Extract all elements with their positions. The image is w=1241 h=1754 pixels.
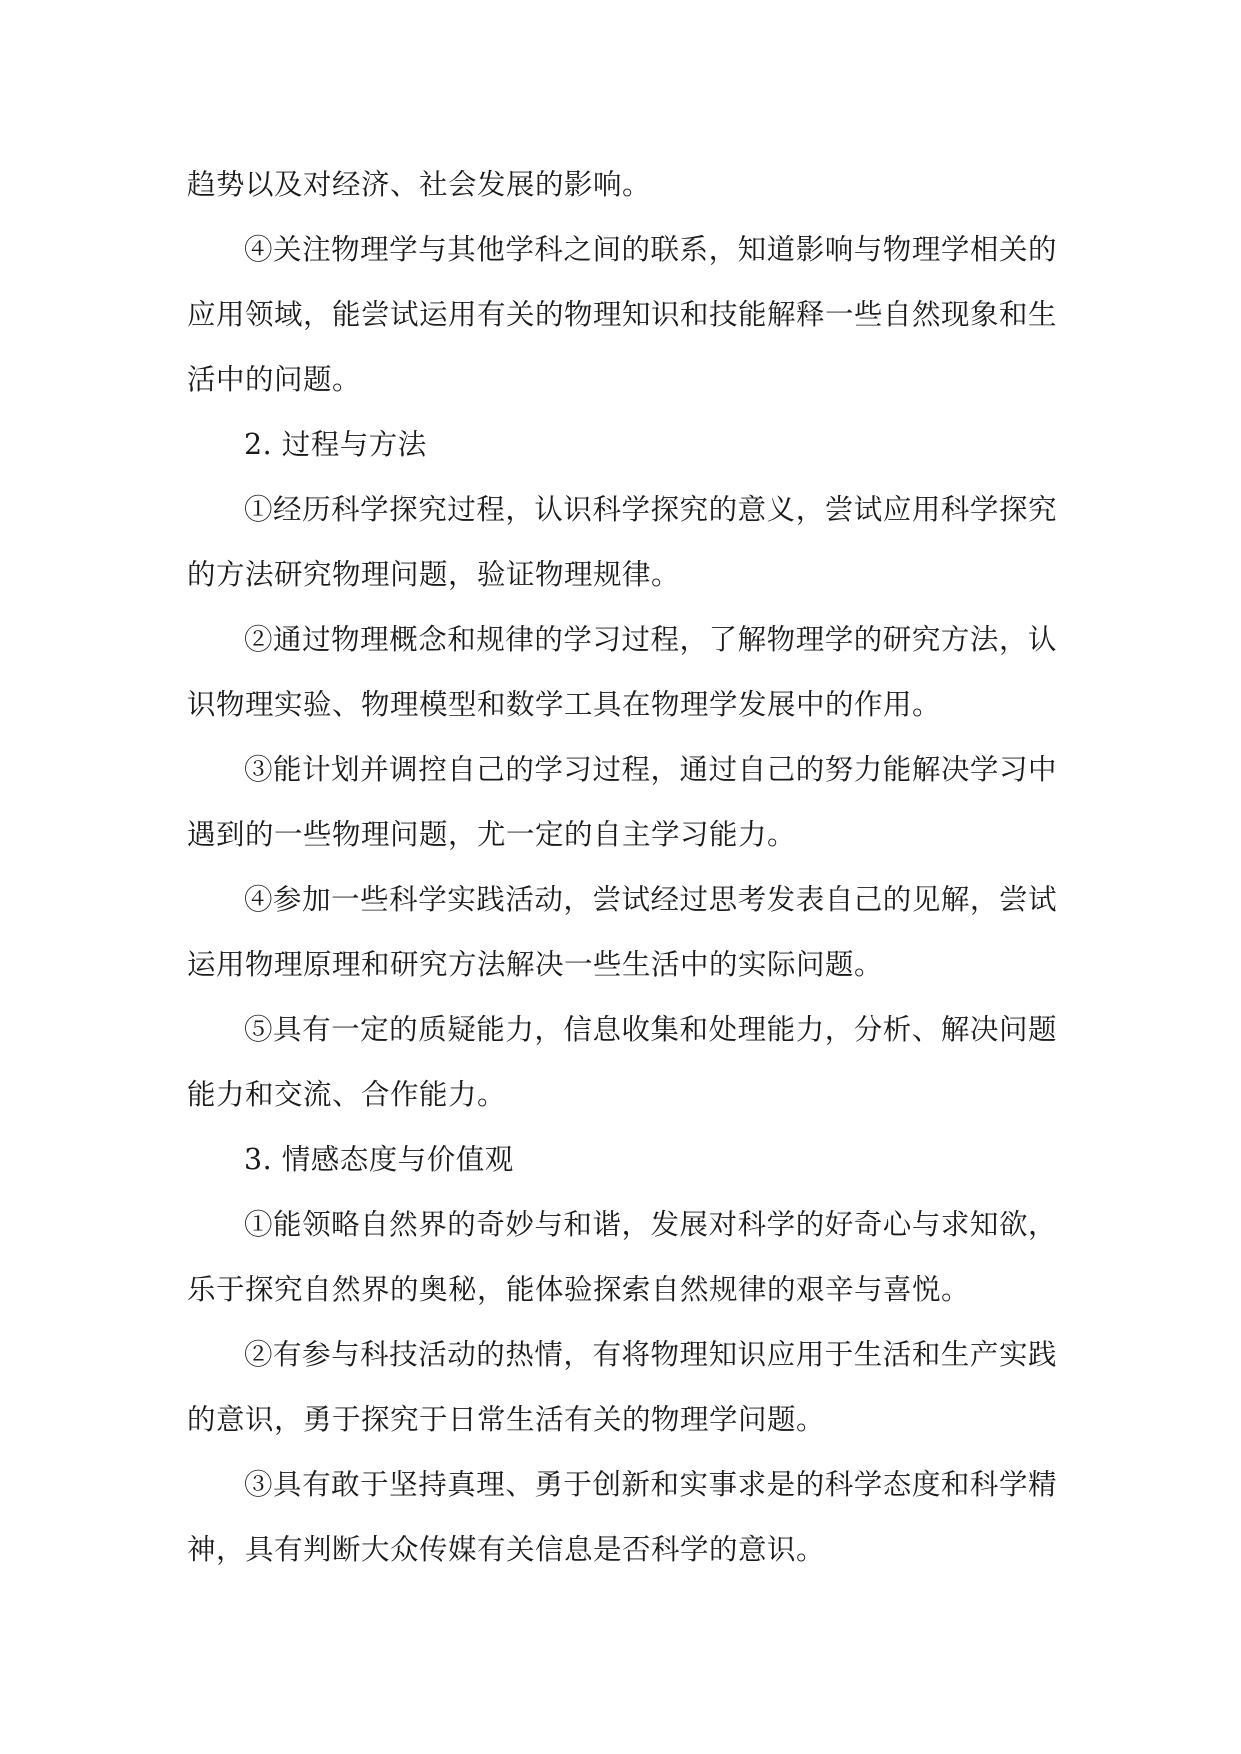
- paragraph-item-4-practice: ④参加一些科学实践活动，尝试经过思考发表自己的见解，尝试运用物理原理和研究方法解决一些生活中的实际问题。: [187, 883, 1057, 981]
- paragraph-item-2-concepts: ②通过物理概念和规律的学习过程，了解物理学的研究方法，认识物理实验、物理模型和数学工具在物理学发展中的作用。: [187, 623, 1057, 721]
- paragraph-item-3-scientific-spirit: ③具有敢于坚持真理、勇于创新和实事求是的科学态度和科学精神，具有判断大众传媒有关信息是否科学的意识。: [187, 1468, 1057, 1566]
- section-heading-attitude-values: 3. 情感态度与价值观: [244, 1143, 514, 1176]
- section-heading-process-method: 2. 过程与方法: [244, 428, 427, 461]
- document-body: [187, 152, 1057, 1582]
- paragraph-item-3-self-learning: ③能计划并调控自己的学习过程，通过自己的努力能解决学习中遇到的一些物理问题，尤一定的自主学习能力。: [187, 753, 1057, 851]
- paragraph-item-2-enthusiasm: ②有参与科技活动的热情，有将物理知识应用于生活和生产实践的意识，勇于探究于日常生活有关的物理学问题。: [187, 1338, 1057, 1436]
- paragraph-item-1-nature: ①能领略自然界的奇妙与和谐，发展对科学的好奇心与求知欲，乐于探究自然界的奥秘，能体验探索自然规律的艰辛与喜悦。: [187, 1208, 1057, 1306]
- paragraph-item-5-abilities: ⑤具有一定的质疑能力，信息收集和处理能力，分析、解决问题能力和交流、合作能力。: [187, 1013, 1057, 1111]
- paragraph-continuation: 趋势以及对经济、社会发展的影响。: [187, 168, 652, 201]
- paragraph-item-4-application: ④关注物理学与其他学科之间的联系，知道影响与物理学相关的应用领域，能尝试运用有关的物理知识和技能解释一些自然现象和生活中的问题。: [187, 233, 1058, 396]
- paragraph-item-1-inquiry: ①经历科学探究过程，认识科学探究的意义，尝试应用科学探究的方法研究物理问题，验证物理规律。: [187, 493, 1057, 591]
